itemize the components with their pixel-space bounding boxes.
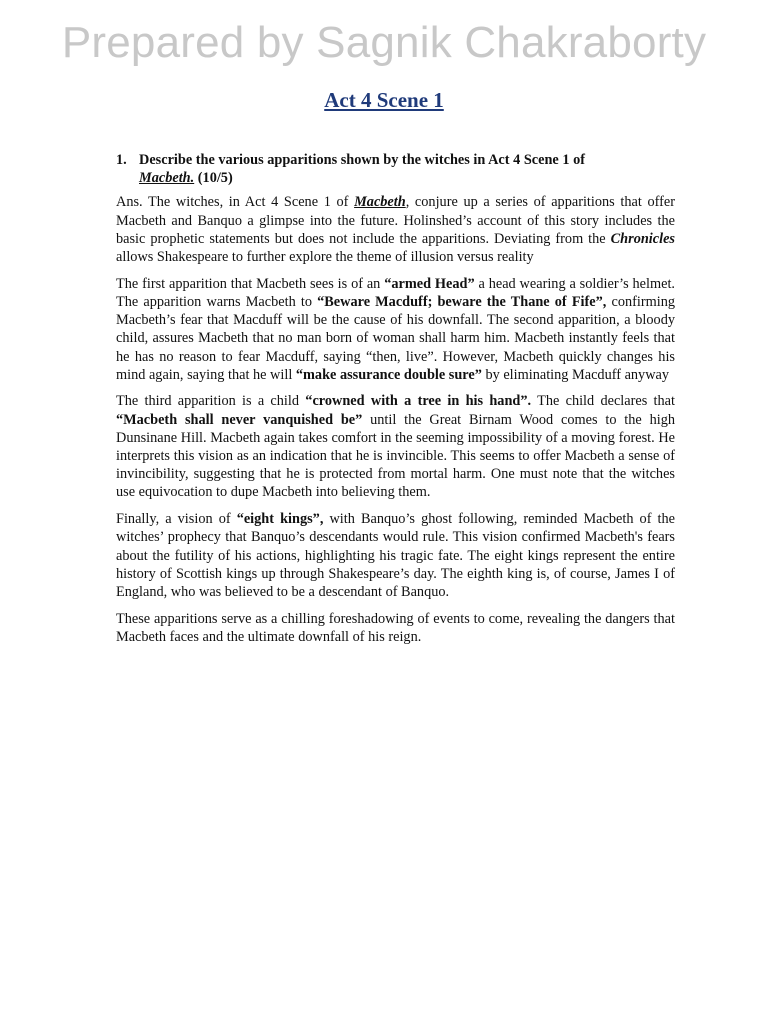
- paragraph-5: These apparitions serve as a chilling foreshadowing of events to come, revealing the dangers that Macbeth faces and the ultimate downfall of his reign.: [116, 610, 675, 645]
- quote-armed-head: “armed Head”: [384, 275, 475, 292]
- question-heading: [116, 151, 675, 187]
- quote-crowned-child: “crowned with a tree in his hand”.: [305, 393, 532, 410]
- paragraph-3: The third apparition is a child “crowned with a tree in his hand”. The child declares that “Macbeth shall never vanquished be” until the Great Birnam Wood comes to the high Dunsinane Hill. Macbeth again takes comfort in the seeming impossibility of a moving forest. He interprets this vision as an indication that he is invincible. This seems to offer Macbeth a sense of invincibility, suggesting that he is protected from mortal harm. One must note that the witches use equivocation to dupe Macbeth into believing them.: [116, 393, 676, 501]
- work-title-macbeth: Macbeth: [354, 194, 406, 211]
- quote-beware-macduff: “Beware Macduff; beware the Thane of Fife”,: [317, 293, 607, 310]
- question-number: 1.: [116, 152, 127, 168]
- question-text: Describe the various apparitions shown by the witches in Act 4 Scene 1 of Macbeth. (10/5): [139, 152, 585, 187]
- paragraph-1: Ans. The witches, in Act 4 Scene 1 of Macbeth, conjure up a series of apparitions that offer Macbeth and Banquo a glimpse into the future. Holinshed’s account of this story includes the basic prophetic statements but does not include the apparitions. Deviating from the Chronicles allows Shakespeare to further explore the theme of illusion versus reality: [116, 194, 676, 266]
- quote-never-vanquished: “Macbeth shall never vanquished be”: [116, 411, 363, 428]
- watermark: Prepared by Sagnik Chakraborty: [61, 18, 707, 67]
- document-body: [116, 151, 675, 655]
- work-title-chronicles: Chronicles: [610, 230, 675, 247]
- quote-eight-kings: “eight kings”,: [236, 511, 324, 528]
- quote-make-assurance: “make assurance double sure”: [295, 366, 482, 383]
- question-work-title: Macbeth.: [139, 170, 195, 187]
- page-title: Act 4 Scene 1: [324, 88, 444, 112]
- paragraph-4: Finally, a vision of “eight kings”, with Banquo’s ghost following, reminded Macbeth of the witches’ prophecy that Banquo’s descendants would rule. This vision confirmed Macbeth's fears about the futility of his actions, highlighting his tragic fate. The eight kings represent the entire history of Scottish kings up through Shakespeare’s day. The eighth king is, of course, James I of England, who was believed to be a descendant of Banquo.: [116, 511, 675, 600]
- question-marks: (10/5): [197, 170, 233, 187]
- paragraph-2: The first apparition that Macbeth sees is of an “armed Head” a head wearing a soldier’s helmet. The apparition warns Macbeth to “Beware Macduff; beware the Thane of Fife”, confirming Macbeth’s fear that Macduff will be the cause of his downfall. The second apparition, a bloody child, assures Macbeth that no man born of woman shall harm him. Macbeth instantly feels that he has no reason to fear Macduff, saying “then, live”. However, Macbeth quickly changes his mind again, saying that he will “make assurance double sure” by eliminating Macduff anyway: [116, 275, 676, 383]
